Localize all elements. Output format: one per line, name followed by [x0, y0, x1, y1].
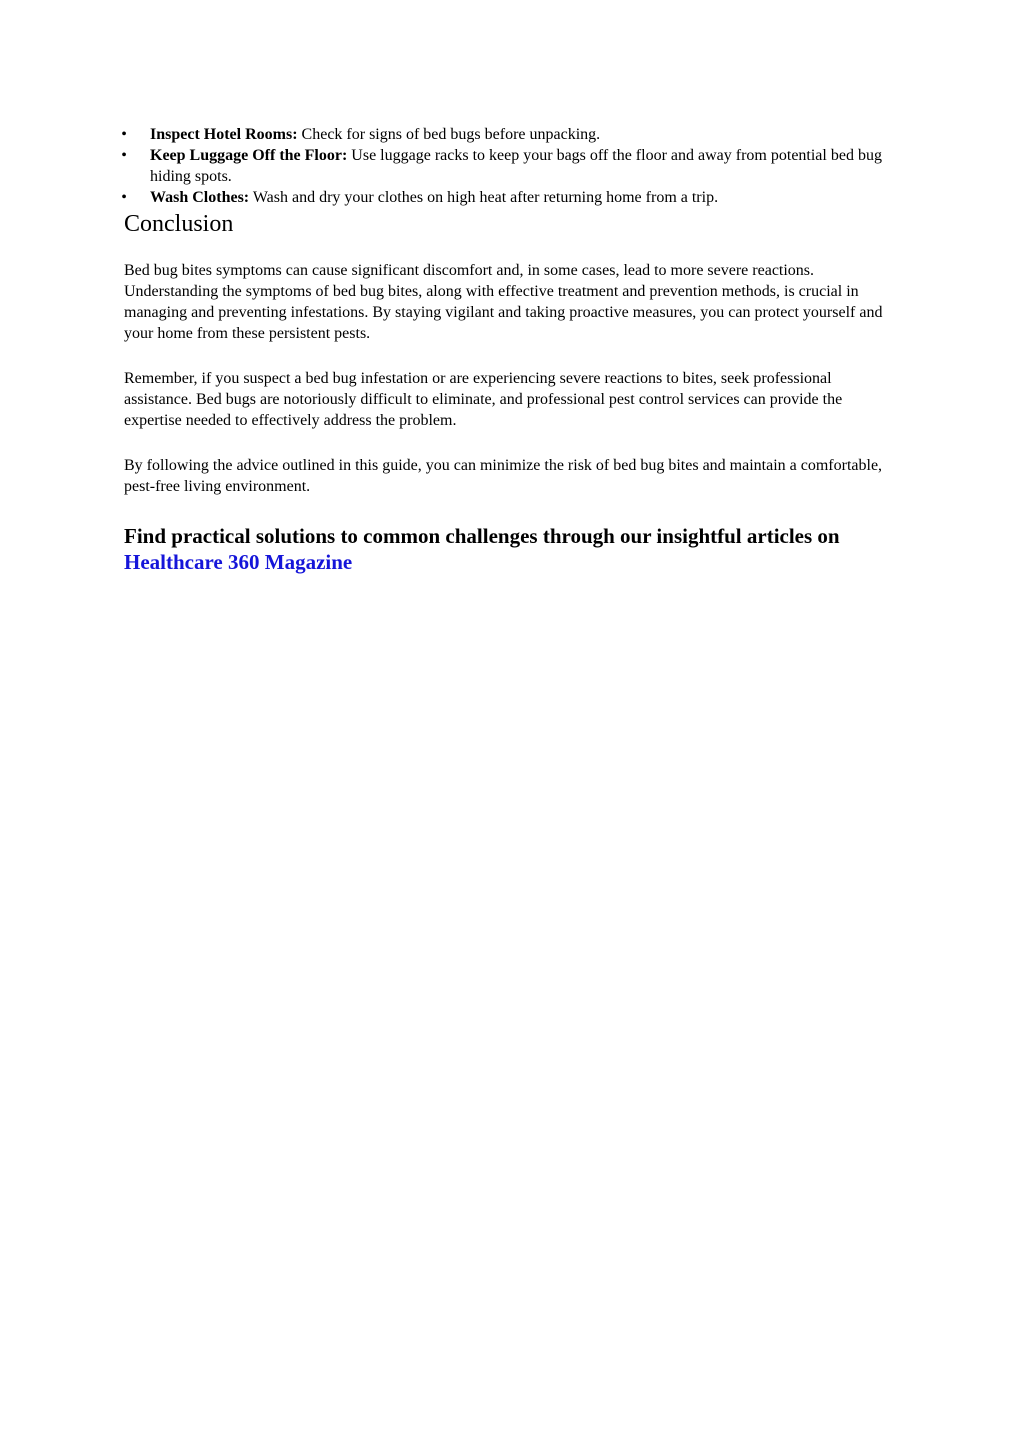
call-to-action-text: Find practical solutions to common challenges through our insightful articles on — [124, 524, 840, 548]
conclusion-paragraph: Bed bug bites symptoms can cause significant discomfort and, in some cases, lead to more severe reactions. Understanding the symptoms of bed bug bites, along with effective treatment and prevention methods, is crucial in managing and preventing infestations. By staying vigilant and taking proactive measures, you can protect yourself and your home from these persistent pests. — [124, 262, 883, 342]
list-item — [121, 124, 894, 145]
travel-tips-list — [121, 124, 894, 208]
tip-title: Wash Clothes: — [150, 189, 250, 206]
tip-title: Inspect Hotel Rooms: — [150, 126, 298, 143]
tip-title: Keep Luggage Off the Floor: — [150, 147, 348, 164]
healthcare-360-magazine-link[interactable]: Healthcare 360 Magazine — [124, 550, 353, 574]
page-content — [121, 124, 894, 575]
bullet-icon: • — [121, 126, 127, 143]
bullet-icon: • — [121, 147, 127, 164]
conclusion-heading: Conclusion — [124, 211, 234, 237]
tip-text: Use luggage racks to keep your bags off the floor and away from potential bed bug hiding spots. — [150, 147, 882, 185]
call-to-action — [124, 523, 894, 575]
list-item — [121, 187, 894, 208]
tip-text: Check for signs of bed bugs before unpacking. — [297, 126, 601, 143]
list-item — [121, 145, 894, 187]
bullet-icon: • — [121, 189, 127, 206]
conclusion-paragraph: Remember, if you suspect a bed bug infestation or are experiencing severe reactions to bites, seek professional assistance. Bed bugs are notoriously difficult to eliminate, and professional pest control services can provide the expertise needed to effectively address the problem. — [124, 370, 843, 429]
conclusion-paragraph: By following the advice outlined in this guide, you can minimize the risk of bed bug bites and maintain a comfortable, pest-free living environment. — [124, 457, 883, 495]
tip-text: Wash and dry your clothes on high heat after returning home from a trip. — [249, 189, 719, 206]
